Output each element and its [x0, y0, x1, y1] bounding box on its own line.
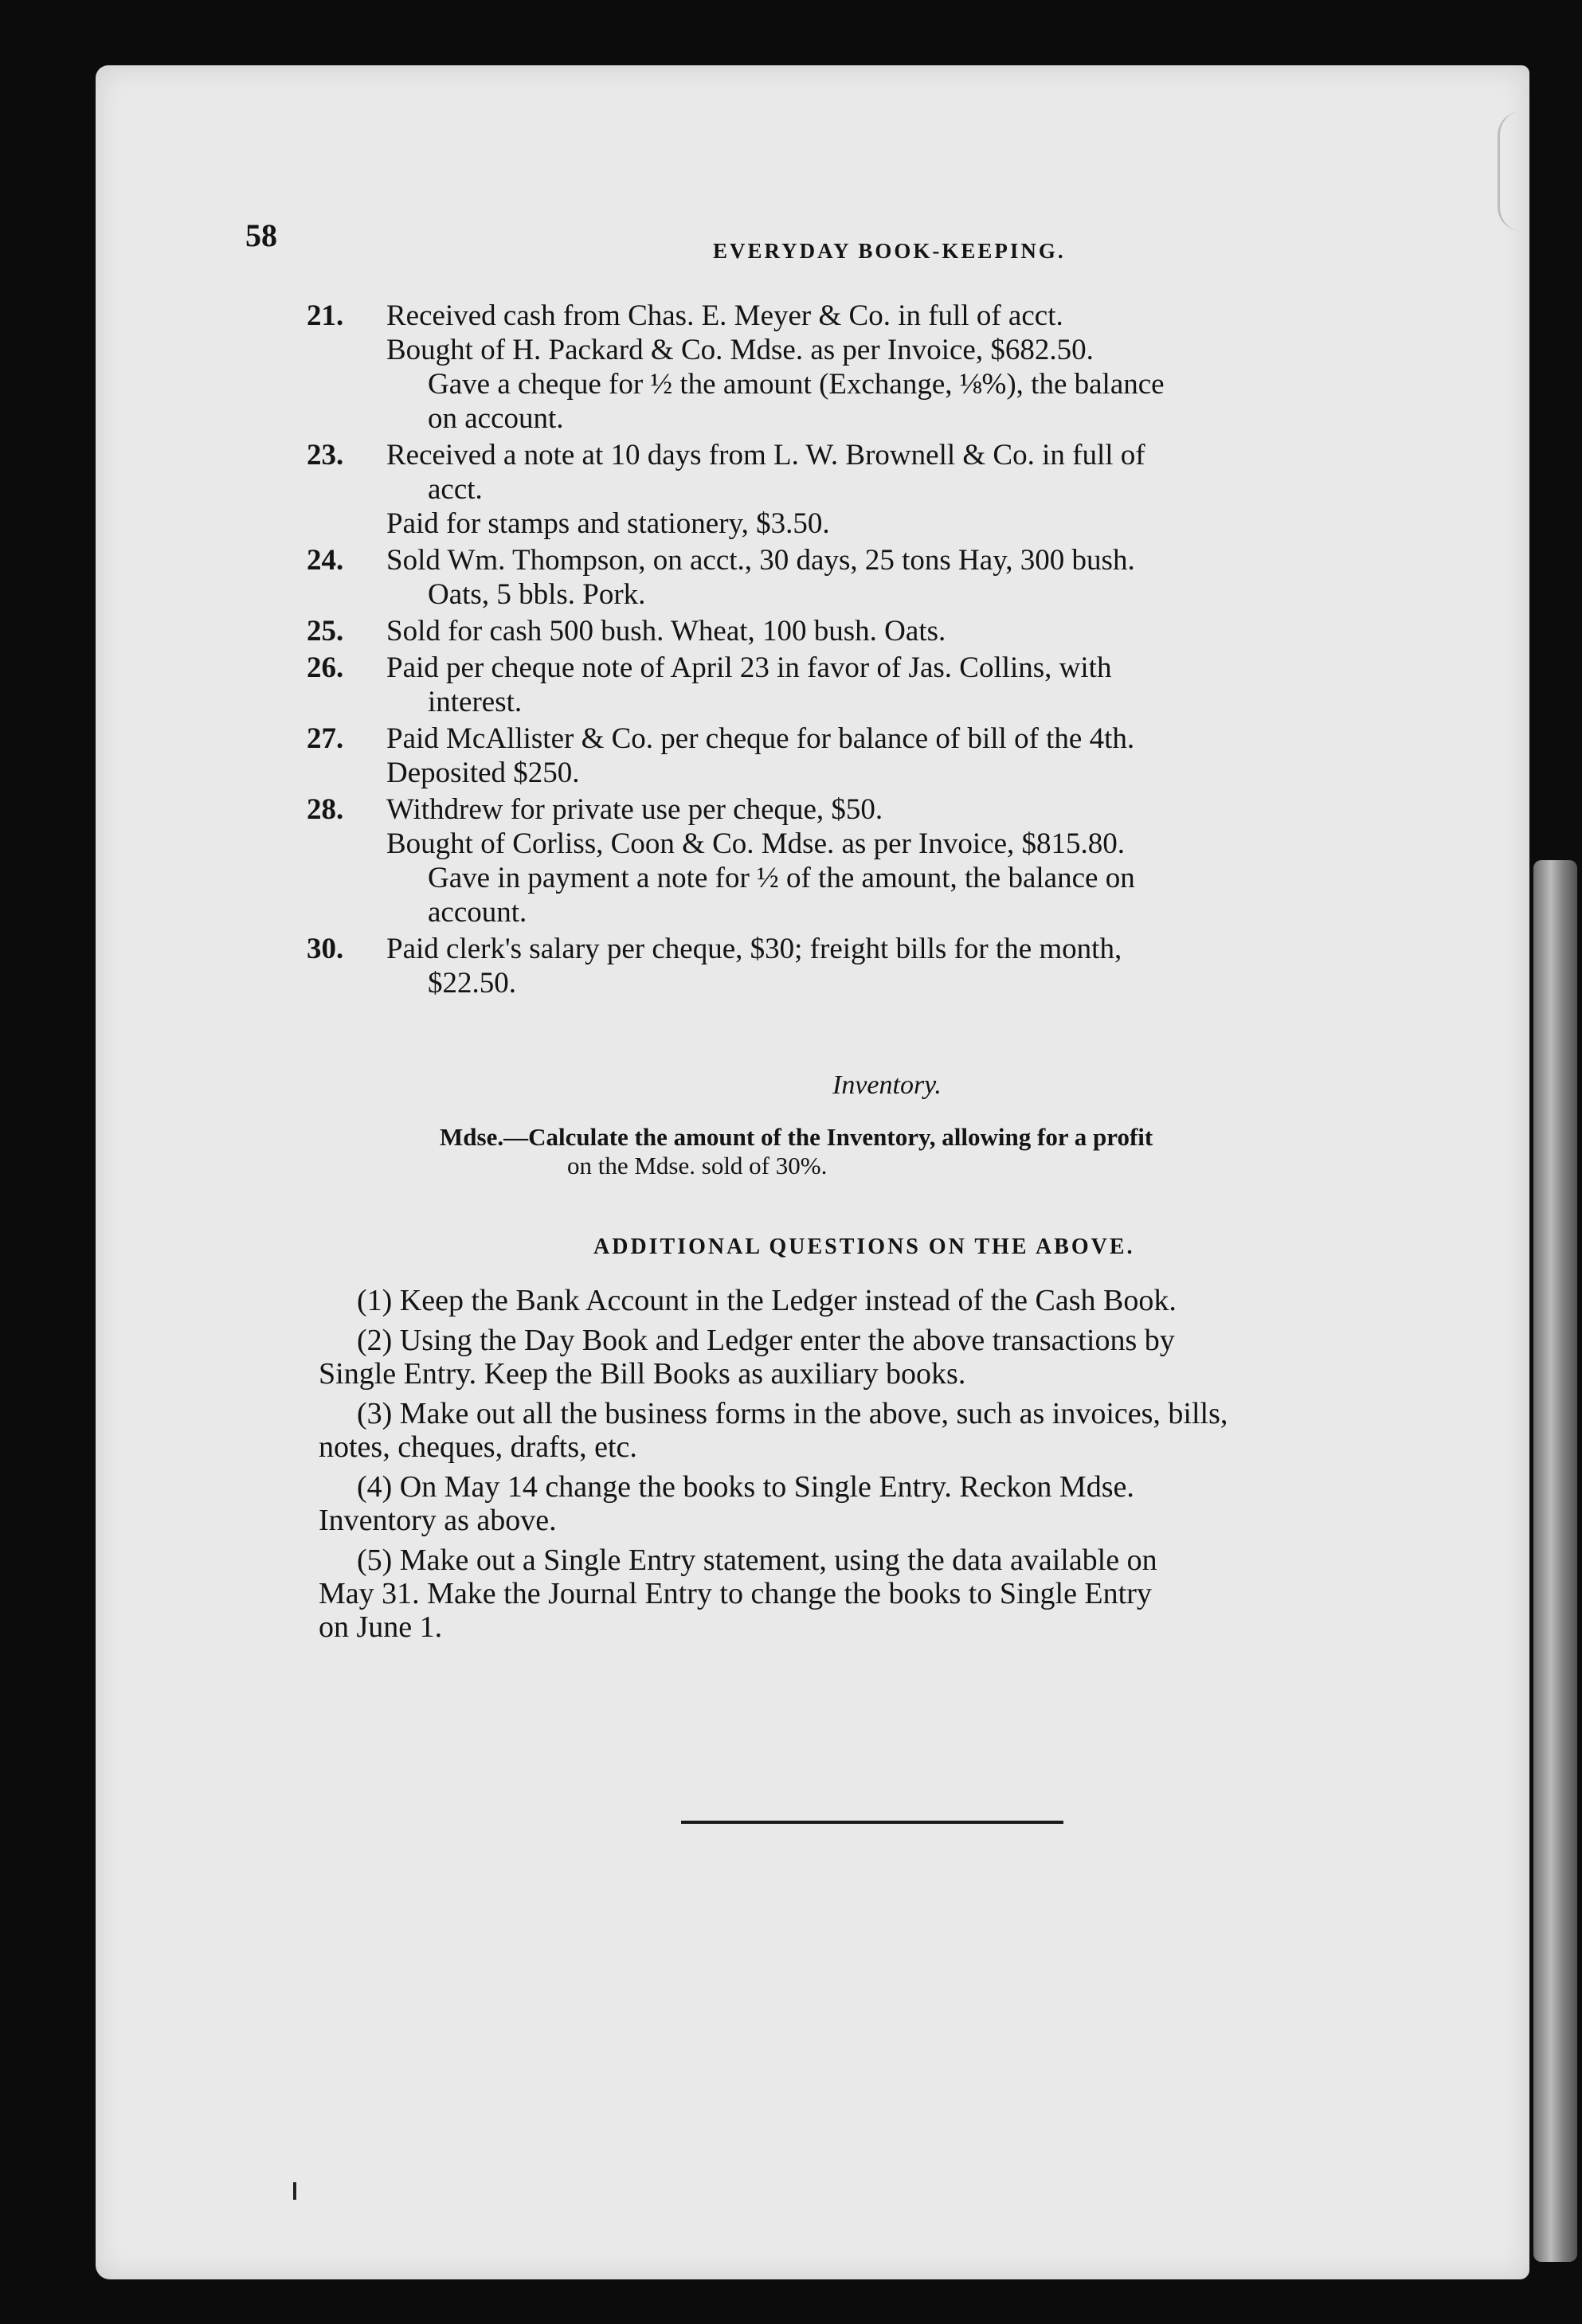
question-continuation-line: on June 1. [319, 1610, 443, 1644]
transaction-entry [307, 722, 1478, 790]
question-item [319, 1324, 1450, 1391]
entry-line: Sold Wm. Thompson, on acct., 30 days, 25 tons Hay, 300 bush. [386, 544, 1135, 577]
question-item [319, 1470, 1450, 1537]
transaction-entry [307, 614, 1478, 648]
entry-line: Paid clerk's salary per cheque, $30; freight bills for the month, [386, 933, 1122, 965]
entry-line: Gave a cheque for ½ the amount (Exchange, ⅛%), the balance [428, 368, 1165, 401]
inventory-line-2: on the Mdse. sold of 30%. [567, 1152, 828, 1180]
inventory-instruction [440, 1123, 1372, 1180]
question-item [319, 1543, 1450, 1644]
entry-line: account. [428, 896, 527, 929]
running-head: EVERYDAY BOOK-KEEPING. [713, 239, 1066, 263]
transaction-entry [307, 932, 1478, 1000]
entry-line: on account. [428, 402, 564, 435]
entry-line: Bought of H. Packard & Co. Mdse. as per Invoice, $682.50. [386, 334, 1094, 366]
question-continuation-line: May 31. Make the Journal Entry to change the books to Single Entry [319, 1577, 1152, 1610]
entry-line: Withdrew for private use per cheque, $50. [386, 793, 883, 826]
question-continuation-line: Single Entry. Keep the Bill Books as auxiliary books. [319, 1357, 966, 1391]
entry-day: 24. [307, 544, 344, 577]
entry-line: acct. [428, 473, 483, 506]
question-first-line: (4) On May 14 change the books to Single Entry. Reckon Mdse. [357, 1470, 1134, 1504]
question-first-line: (3) Make out all the business forms in the above, such as invoices, bills, [357, 1397, 1228, 1430]
entry-line: Deposited $250. [386, 757, 580, 789]
entry-line: Paid for stamps and stationery, $3.50. [386, 507, 830, 540]
entry-day: 27. [307, 722, 344, 755]
entry-line: Gave in payment a note for ½ of the amount, the balance on [428, 862, 1135, 894]
entry-line: Sold for cash 500 bush. Wheat, 100 bush. Oats. [386, 615, 946, 648]
inventory-lead: Mdse. [440, 1123, 504, 1151]
question-first-line: (5) Make out a Single Entry statement, using the data available on [357, 1543, 1157, 1577]
entry-line: Bought of Corliss, Coon & Co. Mdse. as per Invoice, $815.80. [386, 827, 1126, 860]
question-first-line: (2) Using the Day Book and Ledger enter the above transactions by [357, 1324, 1175, 1357]
transaction-list [307, 299, 1478, 1003]
margin-mark [293, 2182, 296, 2200]
entry-line: Oats, 5 bbls. Pork. [428, 578, 646, 611]
entry-day: 30. [307, 933, 344, 965]
question-first-line: (1) Keep the Bank Account in the Ledger instead of the Cash Book. [357, 1284, 1177, 1317]
transaction-entry [307, 792, 1478, 929]
transaction-entry [307, 299, 1478, 436]
entry-day: 28. [307, 793, 344, 826]
question-continuation-line: notes, cheques, drafts, etc. [319, 1430, 637, 1464]
entry-day: 25. [307, 615, 344, 648]
entry-line: Received a note at 10 days from L. W. Brownell & Co. in full of [386, 439, 1145, 471]
question-continuation-line: Inventory as above. [319, 1504, 557, 1537]
transaction-entry [307, 543, 1478, 612]
entry-day: 21. [307, 299, 344, 332]
entry-line: Received cash from Chas. E. Meyer & Co. in full of acct. [386, 299, 1063, 332]
entry-line: Paid per cheque note of April 23 in favor of Jas. Collins, with [386, 651, 1112, 684]
entry-line: $22.50. [428, 967, 516, 1000]
additional-questions-heading: ADDITIONAL QUESTIONS ON THE ABOVE. [593, 1234, 1135, 1259]
entry-line: Paid McAllister & Co. per cheque for balance of bill of the 4th. [386, 722, 1135, 755]
transaction-entry [307, 438, 1478, 541]
page-number: 58 [245, 217, 277, 253]
closing-rule [681, 1821, 1063, 1824]
question-item [319, 1397, 1450, 1464]
inventory-line-1: —Calculate the amount of the Inventory, allowing for a profit [503, 1123, 1153, 1151]
inventory-heading: Inventory. [832, 1070, 942, 1100]
entry-day: 26. [307, 651, 344, 684]
transaction-entry [307, 651, 1478, 719]
entry-line: interest. [428, 686, 523, 718]
entry-day: 23. [307, 439, 344, 471]
additional-questions-list [319, 1284, 1450, 1650]
question-item [319, 1284, 1450, 1317]
